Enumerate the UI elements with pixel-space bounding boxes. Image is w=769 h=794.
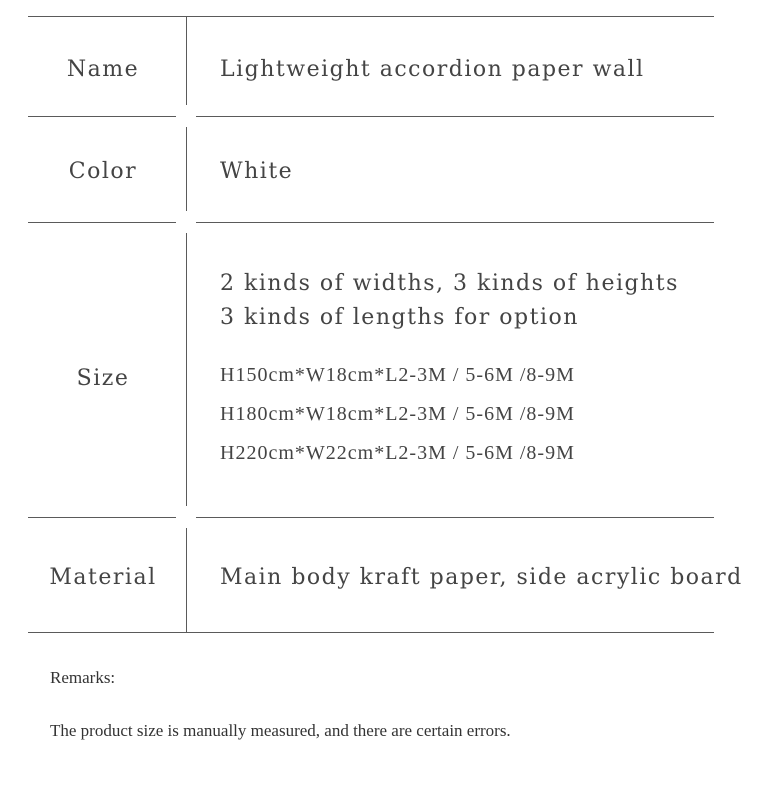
size-option: H180cm*W18cm*L2-3M / 5-6M /8-9M: [220, 403, 575, 425]
column-separator-material: [186, 528, 187, 632]
row-divider-name-left: [28, 116, 176, 117]
table-bottom-border: [28, 632, 714, 633]
row-divider-color-left: [28, 222, 176, 223]
row-divider-name-right: [196, 116, 714, 117]
material-label: Material: [49, 565, 157, 590]
name-label: Name: [66, 57, 140, 82]
remarks-text: The product size is manually measured, and there are certain errors.: [50, 721, 511, 740]
row-divider-size-left: [28, 517, 176, 518]
size-label: Size: [76, 366, 130, 391]
color-value: White: [220, 159, 294, 184]
table-top-border: [28, 16, 714, 17]
column-separator-color: [186, 127, 187, 211]
material-value: Main body kraft paper, side acrylic board: [220, 565, 743, 590]
color-label: Color: [68, 159, 138, 184]
size-option: H150cm*W18cm*L2-3M / 5-6M /8-9M: [220, 364, 575, 386]
name-value: Lightweight accordion paper wall: [220, 57, 645, 82]
size-intro-line-2: 3 kinds of lengths for option: [220, 305, 579, 330]
column-separator-name: [186, 16, 187, 105]
remarks-title: Remarks:: [50, 668, 116, 687]
column-separator-size: [186, 233, 187, 506]
row-divider-size-right: [196, 517, 714, 518]
row-divider-color-right: [196, 222, 714, 223]
size-option: H220cm*W22cm*L2-3M / 5-6M /8-9M: [220, 442, 575, 464]
size-intro-line-1: 2 kinds of widths, 3 kinds of heights: [220, 271, 679, 296]
